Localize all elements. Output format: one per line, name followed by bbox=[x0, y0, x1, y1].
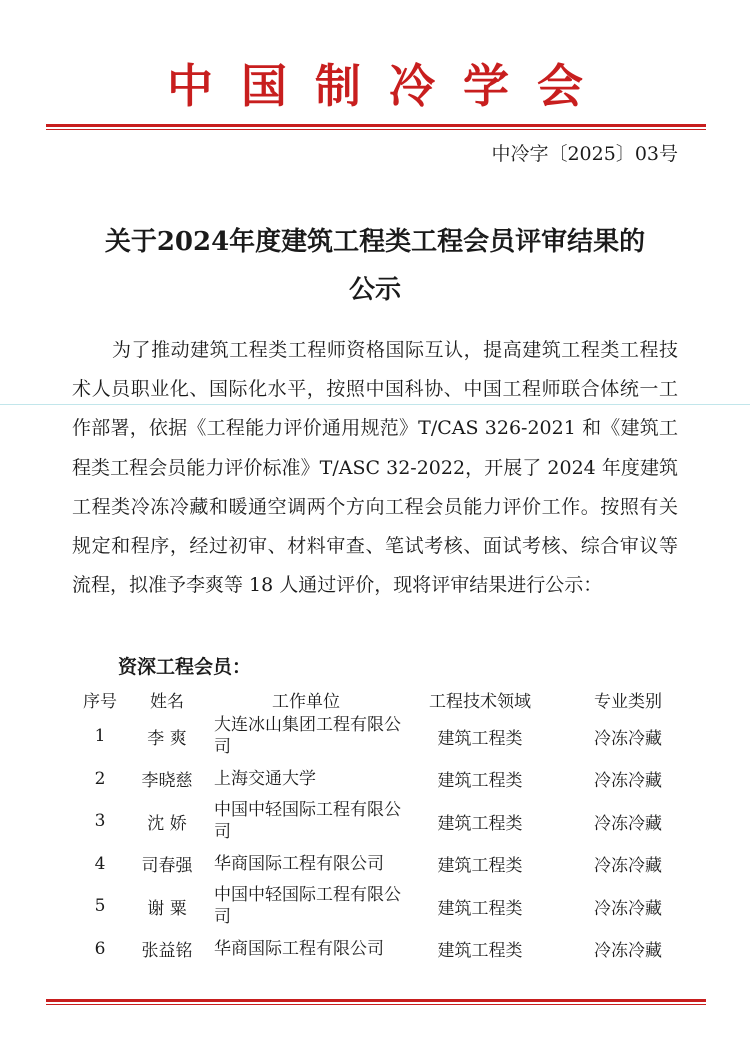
cell-field: 建筑工程类 bbox=[437, 813, 523, 834]
section-heading: 资深工程会员： bbox=[118, 656, 252, 678]
cell-seq: 1 bbox=[94, 726, 106, 746]
table-row bbox=[72, 714, 702, 758]
doc-title-line2: 公示 bbox=[348, 275, 401, 305]
doc-number: 中冷字〔2025〕03号 bbox=[491, 143, 678, 165]
cell-seq: 5 bbox=[94, 896, 106, 916]
cell-name: 张益铭 bbox=[141, 941, 193, 961]
footer-rule-thin bbox=[46, 1004, 706, 1005]
cell-seq: 6 bbox=[94, 938, 106, 959]
cell-name: 沈 娇 bbox=[147, 813, 187, 834]
cell-type: 冷冻冷藏 bbox=[594, 771, 662, 791]
table-header-row bbox=[72, 684, 702, 714]
cell-seq: 2 bbox=[94, 768, 106, 789]
col-header-field: 工程技术领域 bbox=[429, 691, 531, 712]
table-row bbox=[72, 758, 702, 799]
cell-unit: 中国中轻国际工程有限公司 bbox=[214, 885, 401, 927]
cell-type: 冷冻冷藏 bbox=[594, 898, 662, 919]
cell-unit: 上海交通大学 bbox=[214, 768, 316, 789]
col-header-seq: 序号 bbox=[83, 691, 117, 712]
header-rule-thick bbox=[46, 124, 706, 127]
footer-rule-thick bbox=[46, 999, 706, 1002]
org-title: 中国制冷学会 bbox=[167, 59, 611, 113]
cell-unit: 华商国际工程有限公司 bbox=[214, 853, 384, 874]
cell-name: 谢 粟 bbox=[147, 898, 187, 919]
doc-title bbox=[0, 218, 750, 314]
cell-type: 冷冻冷藏 bbox=[594, 941, 662, 961]
cell-seq: 4 bbox=[94, 853, 106, 874]
header-rule-thin bbox=[46, 129, 706, 130]
table-row bbox=[72, 928, 702, 969]
cell-type: 冷冻冷藏 bbox=[594, 856, 662, 876]
cell-unit: 中国中轻国际工程有限公司 bbox=[214, 800, 401, 842]
member-table bbox=[72, 684, 702, 969]
cell-type: 冷冻冷藏 bbox=[594, 728, 662, 749]
cell-field: 建筑工程类 bbox=[437, 771, 523, 791]
cell-unit: 华商国际工程有限公司 bbox=[214, 938, 384, 959]
col-header-type: 专业类别 bbox=[594, 691, 662, 712]
cell-field: 建筑工程类 bbox=[437, 856, 523, 876]
body-paragraph: 为了推动建筑工程类工程师资格国际互认，提高建筑工程类工程技术人员职业化、国际化水平，按照中国科协、中国工程师联合体统一工作部署，依据《工程能力评价通用规范》T/CAS 326-2021 和《建筑工程类工程会员能力评价标准》T/ASC 32-2022，开展了 2024 年度建筑工程类冷冻冷藏和暖通空调两个方向工程会员能力评价工作。按照有关规定和程序，经过初审、材料审查、笔试考核、面试考核、综合审议等流程，拟准予李爽等 18 人通过评价，现将评审结果进行公示： bbox=[72, 339, 678, 597]
table-row bbox=[72, 843, 702, 884]
col-header-name: 姓名 bbox=[150, 691, 184, 712]
table-row bbox=[72, 884, 702, 928]
cell-seq: 3 bbox=[94, 811, 106, 831]
cell-name: 李 爽 bbox=[147, 728, 187, 749]
cell-name: 李晓慈 bbox=[141, 771, 193, 791]
cell-unit: 大连冰山集团工程有限公司 bbox=[214, 715, 401, 757]
cell-field: 建筑工程类 bbox=[437, 941, 523, 961]
cell-field: 建筑工程类 bbox=[437, 728, 523, 749]
table-row bbox=[72, 799, 702, 843]
cell-name: 司春强 bbox=[141, 856, 193, 876]
cell-type: 冷冻冷藏 bbox=[594, 813, 662, 834]
col-header-unit: 工作单位 bbox=[272, 691, 340, 712]
doc-title-line1: 关于2024年度建筑工程类工程会员评审结果的 bbox=[104, 227, 646, 257]
cell-field: 建筑工程类 bbox=[437, 898, 523, 919]
